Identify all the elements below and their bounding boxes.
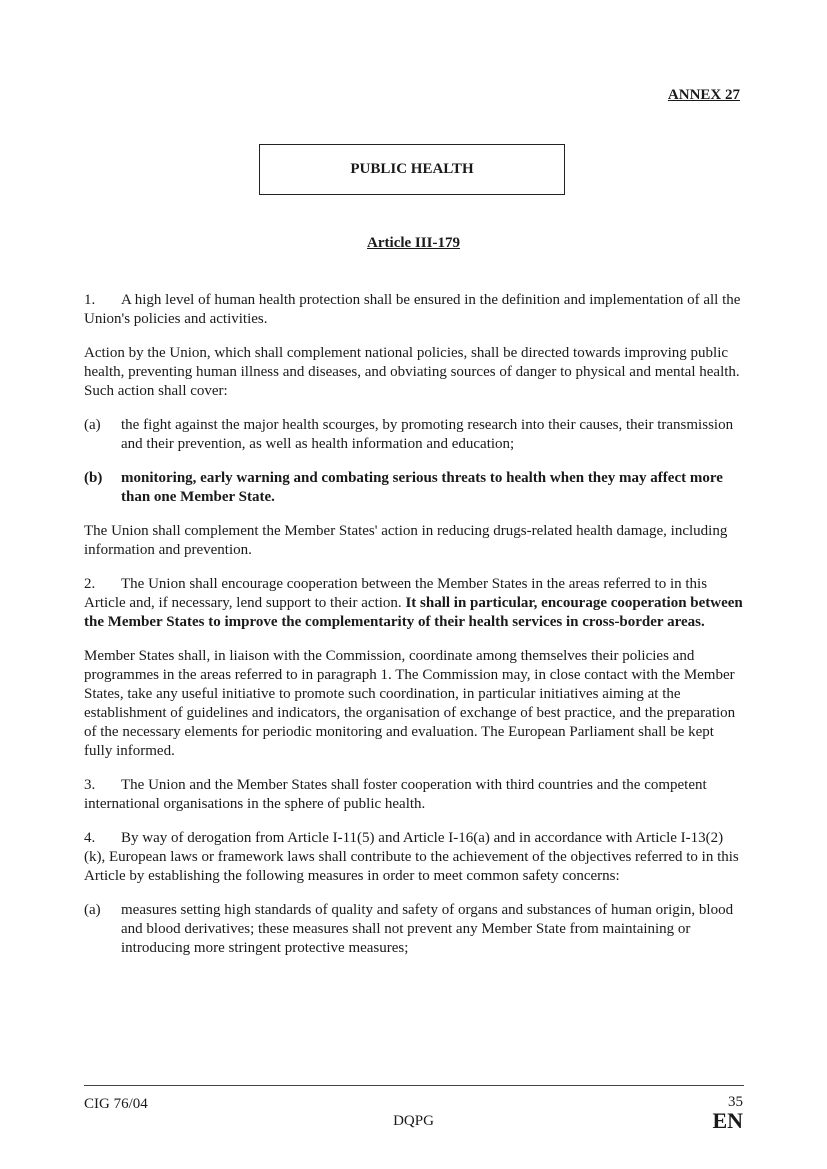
- language-code: EN: [712, 1108, 743, 1133]
- paragraph-action: Action by the Union, which shall complement national policies, shall be directed towards improving public health, preventing human illness and diseases, and obviating sources of danger to physical and mental health. Such action shall cover:: [84, 345, 740, 399]
- bold-amendment: It shall in particular, encourage cooperation between the Member States to improve the complementarity of their health services in cross-border areas.: [84, 595, 743, 630]
- list-item-b: [84, 469, 744, 507]
- annex-number: ANNEX 27: [667, 87, 740, 103]
- section-title-box: [259, 144, 565, 195]
- list-item-measures-a: [84, 901, 744, 958]
- paragraph-number: 2.: [84, 576, 96, 592]
- paragraph-3: 3. The Union and the Member States shall foster cooperation with third countries and the competent international organisations in the sphere of public health.: [84, 777, 707, 812]
- paragraph-coordination: Member States shall, in liaison with the Commission, coordinate among themselves their policies and programmes in the areas referred to in paragraph 1. The Commission may, in close contact with the Member States, take any useful initiative to promote such coordination, in particular initiatives aiming at the establishment of guidelines and indicators, the organisation of exchange of best practice, and the preparation of the necessary elements for periodic monitoring and evaluation. The European Parliament shall be kept fully informed.: [84, 648, 736, 759]
- article-heading: Article III-179: [367, 235, 460, 251]
- paragraph-2: 2. The Union shall encourage cooperation between the Member States in the areas referred to in this Article and, if necessary, lend support to their action. It shall in particular, encourage cooperation between the Member States to improve the complementarity of their health services in cross-border areas.: [84, 576, 743, 630]
- paragraph-number: 1.: [84, 292, 96, 308]
- paragraph-number: 3.: [84, 777, 96, 793]
- list-text: the fight against the major health scourges, by promoting research into their causes, their transmission and their prevention, as well as health information and education;: [121, 417, 734, 452]
- footer-divider: [84, 1085, 744, 1086]
- section-title: PUBLIC HEALTH: [350, 161, 474, 177]
- list-label: (b): [84, 470, 103, 486]
- paragraph-1: 1. A high level of human health protection shall be ensured in the definition and implementation of all the Union's policies and activities.: [84, 292, 741, 327]
- page-number: 35: [728, 1094, 743, 1110]
- list-text: measures setting high standards of quality and safety of organs and substances of human origin, blood and blood derivatives; these measures shall not prevent any Member State from maintaining or introducing more stringent protective measures;: [121, 902, 734, 956]
- list-label: (a): [84, 902, 101, 918]
- list-item-a: [84, 416, 744, 454]
- document-reference: CIG 76/04: [84, 1096, 148, 1112]
- paragraph-drugs: The Union shall complement the Member States' action in reducing drugs-related health damage, including information and prevention.: [84, 523, 728, 558]
- document-body: [84, 291, 744, 973]
- list-label: (a): [84, 417, 101, 433]
- list-text: monitoring, early warning and combating serious threats to health when they may affect more than one Member State.: [121, 470, 723, 505]
- paragraph-4: 4. By way of derogation from Article I-11(5) and Article I-16(a) and in accordance with Article I-13(2)(k), European laws or framework laws shall contribute to the achievement of the objectives referred to in this Article by establishing the following measures in order to meet common safety concerns:: [84, 830, 739, 884]
- paragraph-number: 4.: [84, 830, 96, 846]
- department-code: DQPG: [393, 1113, 434, 1129]
